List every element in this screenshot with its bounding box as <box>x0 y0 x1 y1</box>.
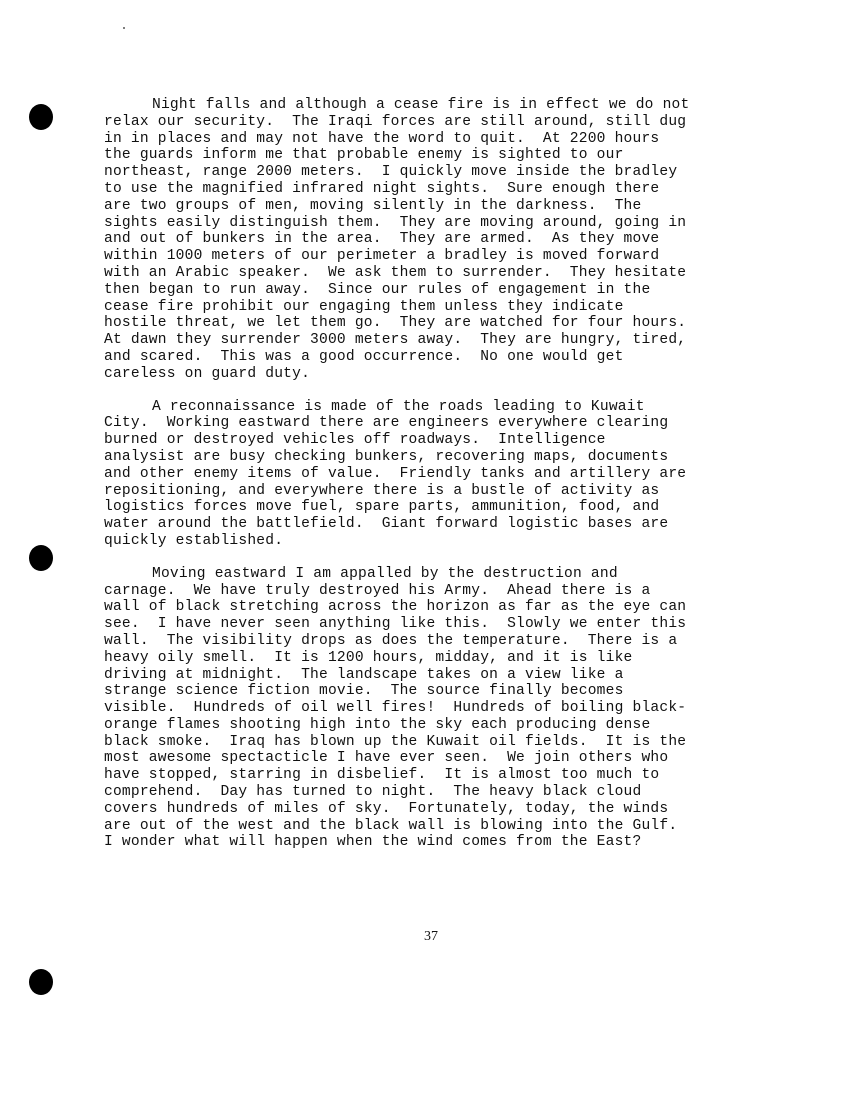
text-line: City. Working eastward there are engineers everywhere clearing <box>104 415 669 432</box>
text-line: heavy oily smell. It is 1200 hours, midday, and it is like <box>104 649 633 666</box>
paragraph <box>104 97 804 383</box>
stray-mark <box>123 27 125 29</box>
text-line: sights easily distinguish them. They are moving around, going in <box>104 214 687 231</box>
text-line: analysist are busy checking bunkers, recovering maps, documents <box>104 448 669 465</box>
text-line: and scared. This was a good occurrence. No one would get <box>104 348 624 365</box>
text-line: the guards inform me that probable enemy is sighted to our <box>104 147 624 164</box>
text-line: and other enemy items of value. Friendly tanks and artillery are <box>104 465 687 482</box>
text-line: Night falls and although a cease fire is in effect we do not <box>152 97 690 113</box>
text-line: I wonder what will happen when the wind comes from the East? <box>104 834 642 851</box>
body-text <box>104 97 804 867</box>
text-line: then began to run away. Since our rules of engagement in the <box>104 281 651 298</box>
paragraph <box>104 399 804 550</box>
text-line: see. I have never seen anything like this. Slowly we enter this <box>104 616 687 633</box>
text-line: wall of black stretching across the horizon as far as the eye can <box>104 599 687 616</box>
text-line: cease fire prohibit our engaging them unless they indicate <box>104 298 624 315</box>
text-line: orange flames shooting high into the sky each producing dense <box>104 716 651 733</box>
text-line: to use the magnified infrared night sights. Sure enough there <box>104 180 660 197</box>
text-line: repositioning, and everywhere there is a bustle of activity as <box>104 482 660 499</box>
text-line: have stopped, starring in disbelief. It is almost too much to <box>104 767 660 784</box>
text-line: logistics forces move fuel, spare parts, ammunition, food, and <box>104 499 660 516</box>
text-line: most awesome spectacticle I have ever seen. We join others who <box>104 750 669 767</box>
text-line: black smoke. Iraq has blown up the Kuwait oil fields. It is the <box>104 733 687 750</box>
text-line: Moving eastward I am appalled by the destruction and <box>152 565 618 582</box>
binder-hole-top <box>29 104 53 130</box>
binder-hole-bottom <box>29 969 53 995</box>
text-line: burned or destroyed vehicles off roadways. Intelligence <box>104 432 606 449</box>
text-line: At dawn they surrender 3000 meters away. They are hungry, tired, <box>104 332 687 349</box>
text-line: and out of bunkers in the area. They are armed. As they move <box>104 231 660 248</box>
text-line: in in places and may not have the word to quit. At 2200 hours <box>104 130 660 147</box>
page-number: 37 <box>424 929 438 944</box>
text-line: carnage. We have truly destroyed his Army. Ahead there is a <box>104 582 651 599</box>
text-line: A reconnaissance is made of the roads leading to Kuwait <box>152 398 645 415</box>
text-line: visible. Hundreds of oil well fires! Hundreds of boiling black- <box>104 700 687 717</box>
text-line: water around the battlefield. Giant forward logistic bases are <box>104 516 669 533</box>
text-line: are two groups of men, moving silently in the darkness. The <box>104 197 642 214</box>
text-line: wall. The visibility drops as does the temperature. There is a <box>104 632 678 649</box>
text-line: covers hundreds of miles of sky. Fortunately, today, the winds <box>104 800 669 817</box>
text-line: driving at midnight. The landscape takes on a view like a <box>104 666 624 683</box>
text-line: within 1000 meters of our perimeter a bradley is moved forward <box>104 248 660 265</box>
text-line: strange science fiction movie. The source finally becomes <box>104 683 624 700</box>
text-line: relax our security. The Iraqi forces are still around, still dug <box>104 113 687 130</box>
text-line: northeast, range 2000 meters. I quickly move inside the bradley <box>104 164 678 181</box>
text-line: with an Arabic speaker. We ask them to surrender. They hesitate <box>104 264 687 281</box>
text-line: comprehend. Day has turned to night. The heavy black cloud <box>104 784 642 801</box>
paragraph <box>104 566 804 852</box>
binder-hole-middle <box>29 545 53 571</box>
text-line: careless on guard duty. <box>104 365 311 382</box>
text-line: quickly established. <box>104 532 284 549</box>
text-line: hostile threat, we let them go. They are watched for four hours. <box>104 315 687 332</box>
text-line: are out of the west and the black wall is blowing into the Gulf. <box>104 817 678 834</box>
